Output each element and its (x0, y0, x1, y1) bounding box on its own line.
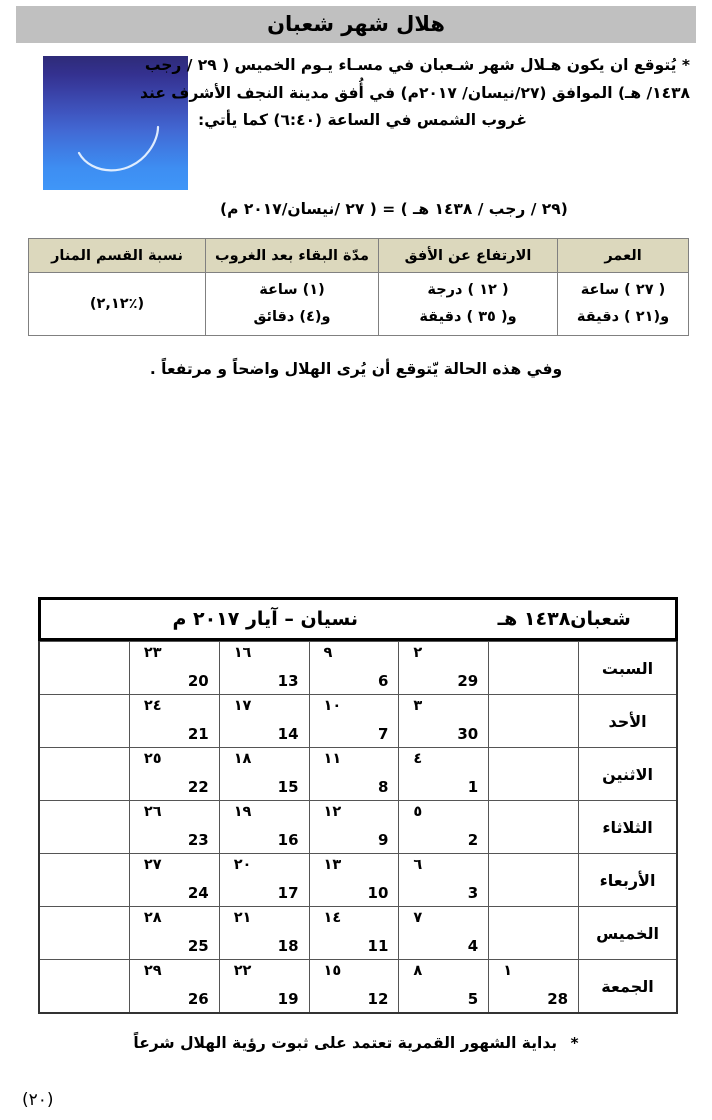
info-header-lit-ratio: نسبة القسم المنار (29, 239, 206, 273)
calendar-hijri-day: ١٧ (233, 698, 252, 714)
calendar-header (38, 597, 678, 641)
calendar-day-cell (219, 695, 309, 748)
calendar-hijri-day: ١٨ (233, 751, 252, 767)
calendar-empty-cell (39, 960, 129, 1014)
calendar-day-cell (399, 907, 489, 960)
calendar-day-cell (219, 907, 309, 960)
info-cell-altitude-top: ( ١٢ ) درجة (427, 282, 509, 299)
calendar-gregorian-day: 30 (457, 725, 479, 743)
calendar-day-cell (309, 642, 399, 695)
info-cell-altitude-bottom: و( ٣٥ ) دقيقة (419, 309, 517, 325)
calendar-gregorian-day: 11 (367, 937, 389, 955)
calendar-day-cell (129, 907, 219, 960)
info-cell-age-bottom: و(٢١ ) دقيقة (576, 309, 670, 325)
calendar-empty-cell (489, 642, 579, 695)
calendar-empty-cell (489, 748, 579, 801)
calendar-empty-cell (39, 748, 129, 801)
intro-paragraph (140, 52, 690, 135)
calendar-hijri-day: ٢٩ (143, 963, 162, 979)
calendar-hijri-day: ١٤ (323, 910, 342, 926)
calendar-gregorian-day: 19 (277, 990, 299, 1008)
info-cell-lit-ratio-value: (٪٢,١٢) (89, 295, 145, 312)
calendar-day-cell (309, 748, 399, 801)
calendar-hijri-day: ٨ (413, 963, 423, 979)
calendar-gregorian-day: 6 (377, 672, 389, 690)
info-cell-age (558, 273, 689, 336)
calendar-gregorian-day: 5 (467, 990, 479, 1008)
calendar-row (39, 695, 677, 748)
info-table-row (29, 273, 689, 336)
calendar-gregorian-day: 24 (187, 884, 209, 902)
calendar-gregorian-day: 26 (187, 990, 209, 1008)
calendar-empty-cell (39, 695, 129, 748)
calendar-hijri-day: ١٦ (233, 645, 252, 661)
calendar-gregorian-day: 21 (187, 725, 209, 743)
calendar-day-cell (129, 801, 219, 854)
info-cell-age-top: ( ٢٧ ) ساعة (580, 282, 666, 299)
calendar-gregorian-day: 12 (367, 990, 389, 1008)
calendar-hijri-day: ٢ (413, 645, 423, 661)
calendar-dayname-الجمعة: الجمعة (579, 960, 677, 1014)
page-number: (٢٠) (22, 1090, 54, 1110)
calendar-gregorian-day: 25 (187, 937, 209, 955)
calendar-gregorian-day: 4 (467, 937, 479, 955)
calendar-gregorian-day: 3 (467, 884, 479, 902)
calendar-empty-cell (489, 907, 579, 960)
info-header-altitude: الارتفاع عن الأفق (379, 239, 558, 273)
calendar-empty-cell (39, 642, 129, 695)
calendar-gregorian-day: 13 (277, 672, 299, 690)
calendar-dayname-الاثنين: الاثنين (579, 748, 677, 801)
calendar-gregorian-day: 29 (457, 672, 479, 690)
calendar-gregorian-day: 7 (377, 725, 389, 743)
calendar-dayname-السبت: السبت (579, 642, 677, 695)
page-title-bar (16, 6, 696, 43)
calendar-hijri-day: ٤ (413, 751, 423, 767)
calendar-day-cell (309, 695, 399, 748)
calendar-gregorian-day: 28 (547, 990, 569, 1008)
date-equivalence-line: (٢٩ / رجب / ١٤٣٨ هـ ) = ( ٢٧ /نيسان/٢٠١٧ م) (220, 200, 568, 218)
calendar-hijri-day: ١٢ (323, 804, 342, 820)
info-table-header-row (29, 239, 689, 273)
calendar-day-cell (219, 642, 309, 695)
info-header-age: العمر (558, 239, 689, 273)
calendar-hijri-day: ١٥ (323, 963, 342, 979)
calendar-day-cell (309, 907, 399, 960)
info-cell-lit-ratio (29, 273, 206, 336)
calendar-dayname-الثلاثاء: الثلاثاء (579, 801, 677, 854)
calendar-day-cell (219, 854, 309, 907)
info-cell-altitude (379, 273, 558, 336)
calendar-hijri-day: ١٠ (323, 698, 342, 714)
calendar-day-cell (309, 801, 399, 854)
calendar-day-cell (489, 960, 579, 1014)
calendar-gregorian-day: 9 (377, 831, 389, 849)
intro-line-3: غروب الشمس في الساعة (٦:٤٠) كما يأتي: (198, 111, 527, 130)
calendar-gregorian-label: نسيان – آيار ٢٠١٧ م (172, 608, 359, 630)
footnote-star: * (570, 1034, 579, 1052)
calendar-table (38, 641, 678, 1014)
calendar-day-cell (129, 695, 219, 748)
crescent-info-table (28, 238, 689, 336)
calendar-footnote (0, 1034, 712, 1052)
calendar-block (38, 597, 678, 1014)
intro-line-1: * يُتوقع ان يكون هـلال شهر شـعبان في مسـاء يـوم الخميس ( ٢٩ / رجب (144, 56, 690, 74)
calendar-gregorian-day: 18 (277, 937, 299, 955)
calendar-day-cell (129, 854, 219, 907)
calendar-row (39, 854, 677, 907)
calendar-day-cell (399, 642, 489, 695)
calendar-row (39, 748, 677, 801)
calendar-hijri-day: ٢٦ (143, 804, 162, 820)
info-cell-stay (206, 273, 379, 336)
calendar-hijri-day: ٥ (413, 804, 423, 820)
calendar-gregorian-day: 8 (377, 778, 389, 796)
calendar-row (39, 960, 677, 1014)
calendar-day-cell (219, 960, 309, 1014)
calendar-hijri-day: ١٣ (323, 857, 342, 873)
calendar-gregorian-day: 14 (277, 725, 299, 743)
calendar-day-cell (129, 748, 219, 801)
calendar-day-cell (309, 854, 399, 907)
calendar-hijri-day: ٢٤ (143, 698, 162, 714)
calendar-gregorian-day: 1 (467, 778, 479, 796)
calendar-hijri-day: ٩ (323, 645, 333, 661)
calendar-day-cell (399, 960, 489, 1014)
calendar-row (39, 801, 677, 854)
calendar-body (39, 642, 677, 1014)
calendar-gregorian-day: 23 (187, 831, 209, 849)
info-cell-stay-top: (١) ساعة (259, 282, 325, 299)
calendar-empty-cell (39, 801, 129, 854)
calendar-row (39, 907, 677, 960)
calendar-hijri-day: ٢٥ (143, 751, 162, 767)
calendar-hijri-day: ٦ (413, 857, 423, 873)
calendar-gregorian-day: 20 (187, 672, 209, 690)
calendar-empty-cell (489, 854, 579, 907)
calendar-day-cell (219, 801, 309, 854)
calendar-empty-cell (489, 801, 579, 854)
calendar-empty-cell (489, 695, 579, 748)
calendar-hijri-day: ٢٨ (143, 910, 162, 926)
calendar-gregorian-day: 15 (277, 778, 299, 796)
calendar-gregorian-day: 10 (367, 884, 389, 902)
calendar-hijri-day: ١٩ (233, 804, 252, 820)
calendar-hijri-day: ٢٠ (233, 857, 252, 873)
calendar-empty-cell (39, 854, 129, 907)
calendar-day-cell (399, 801, 489, 854)
calendar-day-cell (399, 748, 489, 801)
calendar-day-cell (309, 960, 399, 1014)
info-cell-stay-bottom: و(٤) دقائق (253, 309, 331, 325)
footnote-text: بداية الشهور القمرية تعتمد على ثبوت رؤية الهلال شرعاً (133, 1034, 558, 1052)
visibility-note: وفي هذه الحالة يّتوقع أن يُرى الهلال واضحاً و مرتفعاً . (149, 360, 563, 378)
info-header-stay: مدّة البقاء بعد الغروب (206, 239, 379, 273)
calendar-hijri-day: ٢٣ (143, 645, 162, 661)
calendar-dayname-الخميس: الخميس (579, 907, 677, 960)
calendar-gregorian-day: 22 (187, 778, 209, 796)
calendar-empty-cell (39, 907, 129, 960)
calendar-gregorian-day: 16 (277, 831, 299, 849)
calendar-hijri-day: ٢١ (233, 910, 252, 926)
calendar-day-cell (219, 748, 309, 801)
calendar-row (39, 642, 677, 695)
calendar-gregorian-day: 17 (277, 884, 299, 902)
calendar-gregorian-day: 2 (467, 831, 479, 849)
calendar-day-cell (399, 854, 489, 907)
calendar-day-cell (399, 695, 489, 748)
calendar-hijri-day: ١١ (323, 751, 342, 767)
calendar-hijri-day: ٢٧ (143, 857, 162, 873)
calendar-day-cell (129, 960, 219, 1014)
calendar-hijri-label: شعبان١٤٣٨ هـ (497, 608, 631, 630)
calendar-hijri-day: ٢٢ (233, 963, 252, 979)
calendar-hijri-day: ١ (503, 963, 513, 979)
calendar-dayname-الأحد: الأحد (579, 695, 677, 748)
calendar-hijri-day: ٣ (413, 698, 423, 714)
intro-line-2: ١٤٣٨/ هـ) الموافق (٢٧/نيسان/ ٢٠١٧م) في أُفق مدينة النجف الأشرف عند (140, 83, 690, 102)
calendar-dayname-الأربعاء: الأربعاء (579, 854, 677, 907)
calendar-day-cell (129, 642, 219, 695)
page-title: هلال شهر شعبان (267, 12, 445, 36)
calendar-hijri-day: ٧ (413, 910, 423, 926)
